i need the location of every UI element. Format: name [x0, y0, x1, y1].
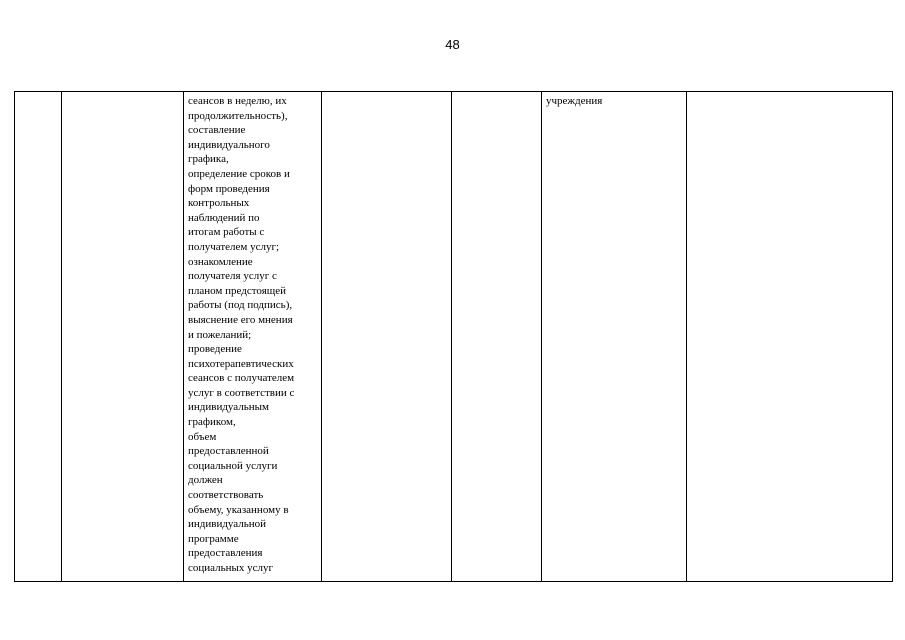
cell-text [62, 92, 183, 94]
institution-text: учреждения [546, 95, 603, 107]
page-number: 48 [445, 37, 460, 52]
table-cell-col2 [62, 92, 184, 582]
cell-text [15, 92, 61, 94]
cell-text [322, 92, 451, 94]
table-cell-col4 [322, 92, 452, 582]
table-row [15, 92, 893, 582]
table-cell-col1 [15, 92, 62, 582]
table-cell-col7 [687, 92, 893, 582]
table-cell-service-description [184, 92, 322, 582]
table-cell-institution [542, 92, 687, 582]
table-cell-col5 [452, 92, 542, 582]
cell-text [687, 92, 892, 94]
services-table [14, 91, 893, 582]
service-description-text: сеансов в неделю, их продолжительность), составление индивидуального графика, определение сроков и форм проведения контрольных наблюдений по итогам работы с получателем услуг; ознакомление получателя услуг с планом предстоящей работы (под подпись), выяснение его мнения и пожеланий; проведение психотерапевтических сеансов с получателем услуг в соответствии с индивидуальным графиком, объем предоставленной социальной услуги должен соответствовать объему, указанному в индивидуальной программе предоставления социальных услуг [188, 95, 295, 574]
cell-text [452, 92, 541, 94]
